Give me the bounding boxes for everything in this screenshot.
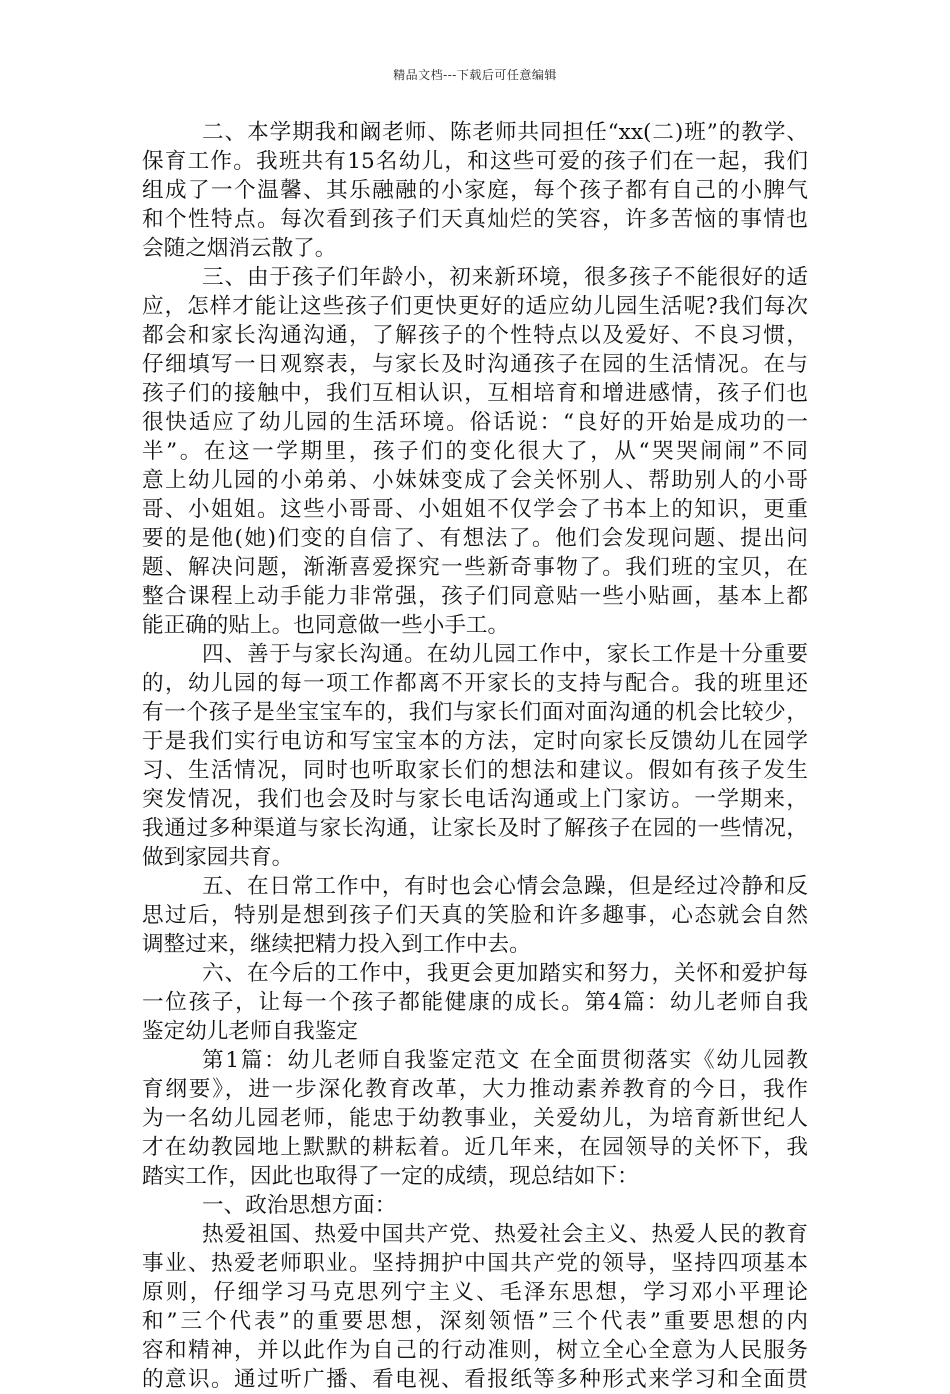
text-line: 和个性特点。每次看到孩子们天真灿烂的笑容，许多苦恼的事情也: [142, 207, 808, 232]
text-line: 一位孩子，让每一个孩子都能健康的成长。第4篇：幼儿老师自我: [142, 990, 808, 1015]
paragraph: [142, 118, 808, 263]
text-line: 做到家园共育。: [142, 845, 294, 870]
text-line: 题、解决问题，渐渐喜爱探究一些新奇事物了。我们班的宝贝，在: [142, 555, 808, 580]
paragraph: [142, 1046, 808, 1191]
text-line: 孩子们的接触中，我们互相认识，互相培育和增进感情，孩子们也: [142, 381, 808, 406]
text-line: 有一个孩子是坐宝宝车的，我们与家长们面对面沟通的机会比较少，: [142, 700, 808, 725]
text-line: 思过后，特别是想到孩子们天真的笑脸和许多趣事，心态就会自然: [142, 903, 808, 928]
text-line: 原则，仔细学习马克思列宁主义、毛泽东思想，学习邓小平理论: [142, 1280, 808, 1305]
text-line: 仔细填写一日观察表，与家长及时沟通孩子在园的生活情况。在与: [142, 352, 808, 377]
text-line: 踏实工作，因此也取得了一定的成绩，现总结如下：: [142, 1164, 639, 1189]
text-line: 容和精神，并以此作为自己的行动准则，树立全心全意为人民服务: [142, 1338, 808, 1363]
text-line: 习、生活情况，同时也听取家长们的想法和建议。假如有孩子发生: [142, 758, 808, 783]
text-line: 为一名幼儿园老师，能忠于幼教事业，关爱幼儿，为培育新世纪人: [142, 1106, 808, 1131]
text-line: 应，怎样才能让这些孩子们更快更好的适应幼儿园生活呢?我们每次: [142, 294, 808, 319]
text-line: 很快适应了幼儿园的生活环境。俗话说：“良好的开始是成功的一: [142, 410, 808, 435]
text-line: 二、本学期我和阚老师、陈老师共同担任“xx(二)班”的教学、: [202, 120, 808, 145]
text-line: 我通过多种渠道与家长沟通，让家长及时了解孩子在园的一些情况，: [142, 816, 808, 841]
text-line: 于是我们实行电访和写宝宝本的方法，定时向家长反馈幼儿在园学: [142, 729, 808, 754]
section-heading: [142, 1191, 808, 1220]
text-line: 能正确的贴上。也同意做一些小手工。: [142, 613, 510, 638]
text-line: 五、在日常工作中，有时也会心情会急躁，但是经过冷静和反: [202, 874, 808, 899]
document-body: [142, 118, 808, 1394]
text-line: 组成了一个温馨、其乐融融的小家庭，每个孩子都有自己的小脾气: [142, 178, 808, 203]
paragraph: [142, 640, 808, 872]
text-line: 整合课程上动手能力非常强，孩子们同意贴一些小贴画，基本上都: [142, 584, 808, 609]
text-line: 的意识。通过听广播、看电视、看报纸等多种形式来学习和全面贯: [142, 1367, 808, 1392]
text-line: 和”三个代表”的重要思想，深刻领悟”三个代表”重要思想的内: [142, 1309, 808, 1334]
text-line: 一、政治思想方面：: [202, 1193, 397, 1218]
text-line: 育纲要》，进一步深化教育改革，大力推动素养教育的今日，我作: [142, 1077, 808, 1102]
text-line: 的，幼儿园的每一项工作都离不开家长的支持与配合。我的班里还: [142, 671, 808, 696]
text-line: 保育工作。我班共有15名幼儿，和这些可爱的孩子们在一起，我们: [142, 149, 808, 174]
text-line: 四、善于与家长沟通。在幼儿园工作中，家长工作是十分重要: [202, 642, 808, 667]
paragraph: [142, 959, 808, 1046]
text-line: 六、在今后的工作中，我更会更加踏实和努力，关怀和爱护每: [202, 961, 808, 986]
text-line: 才在幼教园地上默默的耕耘着。近几年来，在园领导的关怀下，我: [142, 1135, 808, 1160]
text-line: 第1篇：幼儿老师自我鉴定范文 在全面贯彻落实《幼儿园教: [202, 1048, 808, 1073]
text-line: 热爱祖国、热爱中国共产党、热爱社会主义、热爱人民的教育: [202, 1222, 808, 1247]
text-line: 意上幼儿园的小弟弟、小妹妹变成了会关怀别人、帮助别人的小哥: [142, 468, 808, 493]
text-line: 会随之烟消云散了。: [142, 236, 337, 261]
text-line: 都会和家长沟通沟通，了解孩子的个性特点以及爱好、不良习惯，: [142, 323, 808, 348]
text-line: 调整过来，继续把精力投入到工作中去。: [142, 932, 531, 957]
text-line: 半”。在这一学期里，孩子们的变化很大了，从“哭哭闹闹”不同: [142, 439, 808, 464]
text-line: 突发情况，我们也会及时与家长电话沟通或上门家访。一学期来，: [142, 787, 808, 812]
paragraph: [142, 1220, 808, 1394]
page-header: 精品文档---下载后可任意编辑: [393, 68, 557, 82]
text-line: 事业、热爱老师职业。坚持拥护中国共产党的领导，坚持四项基本: [142, 1251, 808, 1276]
text-line: 三、由于孩子们年龄小，初来新环境，很多孩子不能很好的适: [202, 265, 808, 290]
text-line: 要的是他(她)们变的自信了、有想法了。他们会发现问题、提出问: [142, 526, 808, 551]
paragraph: [142, 263, 808, 640]
text-line: 哥、小姐姐。这些小哥哥、小姐姐不仅学会了书本上的知识，更重: [142, 497, 808, 522]
paragraph: [142, 872, 808, 959]
text-line: 鉴定幼儿老师自我鉴定: [142, 1019, 358, 1044]
